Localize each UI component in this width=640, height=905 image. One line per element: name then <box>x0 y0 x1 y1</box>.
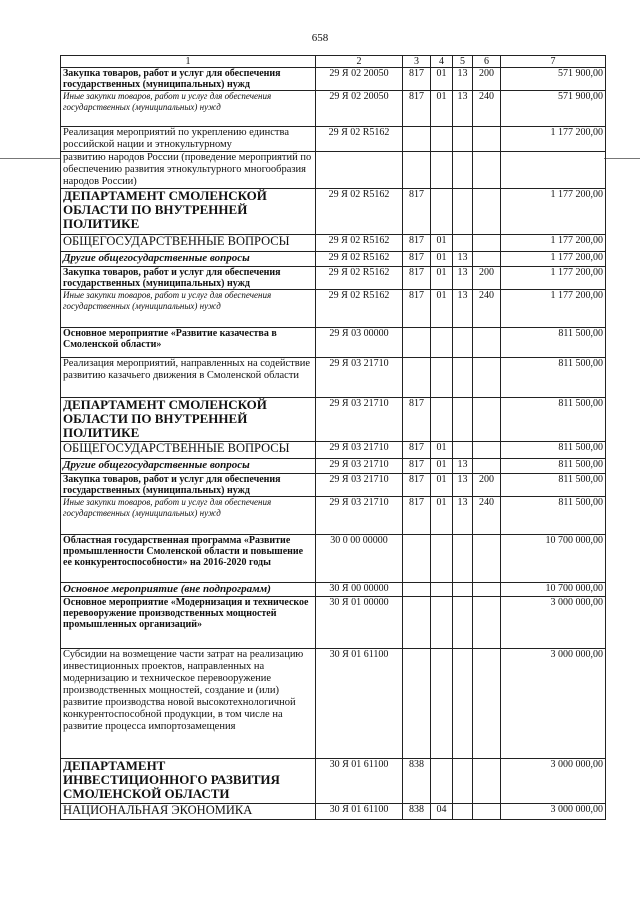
target-article-code-cell: 29 Я 03 21710 <box>316 442 403 459</box>
row-name-cell: НАЦИОНАЛЬНАЯ ЭКОНОМИКА <box>61 804 316 820</box>
amount-cell: 811 500,00 <box>501 497 606 535</box>
row-name-cell: Закупка товаров, работ и услуг для обеспечения государственных (муниципальных) нужд <box>61 267 316 290</box>
row-name-cell: Иные закупки товаров, работ и услуг для обеспечения государственных (муниципальных) нужд <box>61 290 316 328</box>
row-name-cell: ДЕПАРТАМЕНТ СМОЛЕНСКОЙ ОБЛАСТИ ПО ВНУТРЕННЕЙ ПОЛИТИКЕ <box>61 189 316 235</box>
subsection-code-cell <box>453 649 473 759</box>
section-code-cell: 01 <box>431 474 453 497</box>
subsection-code-cell <box>453 152 473 189</box>
table-row <box>61 597 606 649</box>
row-name-cell: Основное мероприятие «Модернизация и техническое перевооружение производственных мощностей промышленных организаций» <box>61 597 316 649</box>
amount-cell: 3 000 000,00 <box>501 759 606 804</box>
section-code-cell <box>431 649 453 759</box>
fold-line-right <box>604 158 640 159</box>
expense-type-code-cell <box>473 442 501 459</box>
subsection-code-cell <box>453 535 473 583</box>
section-code-cell: 01 <box>431 442 453 459</box>
target-article-code-cell: 29 Я 02 R5162 <box>316 290 403 328</box>
section-code-cell <box>431 328 453 358</box>
table-row <box>61 91 606 127</box>
row-name-cell: Областная государственная программа «Развитие промышленности Смоленской области и повышение ее конкурентоспособности» на 2016-2020 годы <box>61 535 316 583</box>
subsection-code-cell: 13 <box>453 459 473 474</box>
subsection-code-cell <box>453 597 473 649</box>
expense-type-code-cell: 200 <box>473 267 501 290</box>
expense-type-code-cell <box>473 152 501 189</box>
grbs-code-cell <box>403 328 431 358</box>
target-article-code-cell: 29 Я 03 21710 <box>316 459 403 474</box>
section-code-cell <box>431 597 453 649</box>
target-article-code-cell: 29 Я 02 20050 <box>316 68 403 91</box>
target-article-code-cell: 29 Я 02 R5162 <box>316 189 403 235</box>
section-code-cell: 01 <box>431 235 453 252</box>
subsection-code-cell: 13 <box>453 91 473 127</box>
subsection-code-cell <box>453 759 473 804</box>
grbs-code-cell <box>403 358 431 398</box>
row-name-cell: Субсидии на возмещение части затрат на реализацию инвестиционных проектов, направленных на модернизацию и техническое перевооружение производственных мощностей, создание и (или) развитие производства новой высокотехнологичной конкурентоспособной продукции, в том числе на развитие процесса импортозамещения <box>61 649 316 759</box>
grbs-code-cell: 838 <box>403 804 431 820</box>
row-name-cell: Другие общегосударственные вопросы <box>61 459 316 474</box>
grbs-code-cell: 817 <box>403 267 431 290</box>
amount-cell: 1 177 200,00 <box>501 235 606 252</box>
section-code-cell <box>431 583 453 597</box>
amount-cell: 1 177 200,00 <box>501 252 606 267</box>
expense-type-code-cell <box>473 459 501 474</box>
row-name-cell: Закупка товаров, работ и услуг для обеспечения государственных (муниципальных) нужд <box>61 68 316 91</box>
grbs-code-cell: 817 <box>403 497 431 535</box>
header-cell: 4 <box>431 56 453 68</box>
expense-type-code-cell <box>473 398 501 442</box>
budget-table <box>60 55 606 820</box>
subsection-code-cell: 13 <box>453 290 473 328</box>
row-name-cell: Закупка товаров, работ и услуг для обеспечения государственных (муниципальных) нужд <box>61 474 316 497</box>
table-row <box>61 442 606 459</box>
header-cell: 6 <box>473 56 501 68</box>
expense-type-code-cell: 240 <box>473 91 501 127</box>
row-name-cell: Основное мероприятие «Развитие казачества в Смоленской области» <box>61 328 316 358</box>
header-cell: 7 <box>501 56 606 68</box>
section-code-cell: 04 <box>431 804 453 820</box>
amount-cell: 1 177 200,00 <box>501 189 606 235</box>
table-row <box>61 68 606 91</box>
subsection-code-cell <box>453 328 473 358</box>
table-row <box>61 252 606 267</box>
table-row <box>61 759 606 804</box>
amount-cell: 10 700 000,00 <box>501 583 606 597</box>
grbs-code-cell <box>403 597 431 649</box>
amount-cell: 1 177 200,00 <box>501 290 606 328</box>
subsection-code-cell: 13 <box>453 267 473 290</box>
subsection-code-cell <box>453 804 473 820</box>
amount-cell: 10 700 000,00 <box>501 535 606 583</box>
section-code-cell: 01 <box>431 68 453 91</box>
grbs-code-cell <box>403 152 431 189</box>
subsection-code-cell <box>453 189 473 235</box>
table-row <box>61 189 606 235</box>
subsection-code-cell: 13 <box>453 474 473 497</box>
amount-cell: 571 900,00 <box>501 68 606 91</box>
expense-type-code-cell <box>473 235 501 252</box>
amount-cell <box>501 152 606 189</box>
expense-type-code-cell: 200 <box>473 474 501 497</box>
expense-type-code-cell <box>473 583 501 597</box>
section-code-cell: 01 <box>431 267 453 290</box>
expense-type-code-cell: 200 <box>473 68 501 91</box>
expense-type-code-cell: 240 <box>473 497 501 535</box>
table-row <box>61 497 606 535</box>
row-name-cell: Иные закупки товаров, работ и услуг для обеспечения государственных (муниципальных) нужд <box>61 497 316 535</box>
target-article-code-cell: 29 Я 03 21710 <box>316 497 403 535</box>
row-name-cell: ОБЩЕГОСУДАРСТВЕННЫЕ ВОПРОСЫ <box>61 235 316 252</box>
table-row <box>61 358 606 398</box>
grbs-code-cell <box>403 583 431 597</box>
table-row <box>61 328 606 358</box>
table-row <box>61 290 606 328</box>
expense-type-code-cell <box>473 358 501 398</box>
section-code-cell <box>431 535 453 583</box>
grbs-code-cell: 817 <box>403 459 431 474</box>
row-name-cell: ДЕПАРТАМЕНТ СМОЛЕНСКОЙ ОБЛАСТИ ПО ВНУТРЕННЕЙ ПОЛИТИКЕ <box>61 398 316 442</box>
table-row <box>61 152 606 189</box>
amount-cell: 811 500,00 <box>501 459 606 474</box>
target-article-code-cell <box>316 152 403 189</box>
subsection-code-cell <box>453 398 473 442</box>
subsection-code-cell: 13 <box>453 252 473 267</box>
table-row <box>61 267 606 290</box>
table-row <box>61 804 606 820</box>
amount-cell: 811 500,00 <box>501 358 606 398</box>
grbs-code-cell: 817 <box>403 398 431 442</box>
section-code-cell <box>431 189 453 235</box>
target-article-code-cell: 29 Я 03 21710 <box>316 474 403 497</box>
amount-cell: 1 177 200,00 <box>501 267 606 290</box>
section-code-cell <box>431 398 453 442</box>
expense-type-code-cell <box>473 597 501 649</box>
subsection-code-cell: 13 <box>453 497 473 535</box>
row-name-cell: ОБЩЕГОСУДАРСТВЕННЫЕ ВОПРОСЫ <box>61 442 316 459</box>
grbs-code-cell: 817 <box>403 290 431 328</box>
table-row <box>61 398 606 442</box>
subsection-code-cell <box>453 235 473 252</box>
grbs-code-cell: 817 <box>403 442 431 459</box>
row-name-cell: Реализация мероприятий, направленных на содействие развитию казачьего движения в Смоленской области <box>61 358 316 398</box>
subsection-code-cell <box>453 127 473 152</box>
target-article-code-cell: 29 Я 03 21710 <box>316 358 403 398</box>
target-article-code-cell: 30 Я 01 61100 <box>316 759 403 804</box>
target-article-code-cell: 30 0 00 00000 <box>316 535 403 583</box>
grbs-code-cell: 817 <box>403 68 431 91</box>
section-code-cell <box>431 759 453 804</box>
expense-type-code-cell <box>473 189 501 235</box>
page-number: 658 <box>311 32 329 44</box>
header-cell: 2 <box>316 56 403 68</box>
section-code-cell: 01 <box>431 91 453 127</box>
amount-cell: 1 177 200,00 <box>501 127 606 152</box>
table-row <box>61 127 606 152</box>
target-article-code-cell: 30 Я 00 00000 <box>316 583 403 597</box>
section-code-cell: 01 <box>431 497 453 535</box>
fold-line-left <box>0 158 60 159</box>
expense-type-code-cell <box>473 328 501 358</box>
amount-cell: 571 900,00 <box>501 91 606 127</box>
table-row <box>61 235 606 252</box>
row-name-cell: Иные закупки товаров, работ и услуг для обеспечения государственных (муниципальных) нужд <box>61 91 316 127</box>
amount-cell: 3 000 000,00 <box>501 649 606 759</box>
row-name-cell: Реализация мероприятий по укреплению единства российской нации и этнокультурному <box>61 127 316 152</box>
grbs-code-cell: 817 <box>403 474 431 497</box>
header-cell: 1 <box>61 56 316 68</box>
header-cell: 5 <box>453 56 473 68</box>
table-row <box>61 535 606 583</box>
amount-cell: 811 500,00 <box>501 398 606 442</box>
row-name-cell: Основное мероприятие (вне подпрограмм) <box>61 583 316 597</box>
row-name-cell: развитию народов России (проведение мероприятий по обеспечению развития этнокультурного многообразия народов России) <box>61 152 316 189</box>
expense-type-code-cell <box>473 127 501 152</box>
subsection-code-cell <box>453 583 473 597</box>
amount-cell: 811 500,00 <box>501 474 606 497</box>
amount-cell: 3 000 000,00 <box>501 804 606 820</box>
expense-type-code-cell <box>473 649 501 759</box>
amount-cell: 3 000 000,00 <box>501 597 606 649</box>
row-name-cell: Другие общегосударственные вопросы <box>61 252 316 267</box>
table-row <box>61 459 606 474</box>
row-name-cell: ДЕПАРТАМЕНТ ИНВЕСТИЦИОННОГО РАЗВИТИЯ СМОЛЕНСКОЙ ОБЛАСТИ <box>61 759 316 804</box>
header-cell: 3 <box>403 56 431 68</box>
target-article-code-cell: 29 Я 02 R5162 <box>316 235 403 252</box>
expense-type-code-cell <box>473 535 501 583</box>
grbs-code-cell: 817 <box>403 189 431 235</box>
table-header-row <box>61 56 606 68</box>
expense-type-code-cell: 240 <box>473 290 501 328</box>
amount-cell: 811 500,00 <box>501 328 606 358</box>
target-article-code-cell: 30 Я 01 61100 <box>316 649 403 759</box>
expense-type-code-cell <box>473 252 501 267</box>
expense-type-code-cell <box>473 804 501 820</box>
table-row <box>61 649 606 759</box>
section-code-cell <box>431 152 453 189</box>
target-article-code-cell: 30 Я 01 61100 <box>316 804 403 820</box>
subsection-code-cell: 13 <box>453 68 473 91</box>
target-article-code-cell: 30 Я 01 00000 <box>316 597 403 649</box>
section-code-cell: 01 <box>431 252 453 267</box>
subsection-code-cell <box>453 358 473 398</box>
section-code-cell <box>431 358 453 398</box>
expense-type-code-cell <box>473 759 501 804</box>
target-article-code-cell: 29 Я 02 R5162 <box>316 267 403 290</box>
target-article-code-cell: 29 Я 02 R5162 <box>316 252 403 267</box>
grbs-code-cell <box>403 649 431 759</box>
table-row <box>61 583 606 597</box>
grbs-code-cell <box>403 127 431 152</box>
target-article-code-cell: 29 Я 03 21710 <box>316 398 403 442</box>
table-row <box>61 474 606 497</box>
grbs-code-cell: 817 <box>403 252 431 267</box>
target-article-code-cell: 29 Я 03 00000 <box>316 328 403 358</box>
amount-cell: 811 500,00 <box>501 442 606 459</box>
section-code-cell: 01 <box>431 290 453 328</box>
subsection-code-cell <box>453 442 473 459</box>
grbs-code-cell <box>403 535 431 583</box>
target-article-code-cell: 29 Я 02 R5162 <box>316 127 403 152</box>
target-article-code-cell: 29 Я 02 20050 <box>316 91 403 127</box>
grbs-code-cell: 817 <box>403 91 431 127</box>
section-code-cell <box>431 127 453 152</box>
grbs-code-cell: 838 <box>403 759 431 804</box>
section-code-cell: 01 <box>431 459 453 474</box>
grbs-code-cell: 817 <box>403 235 431 252</box>
